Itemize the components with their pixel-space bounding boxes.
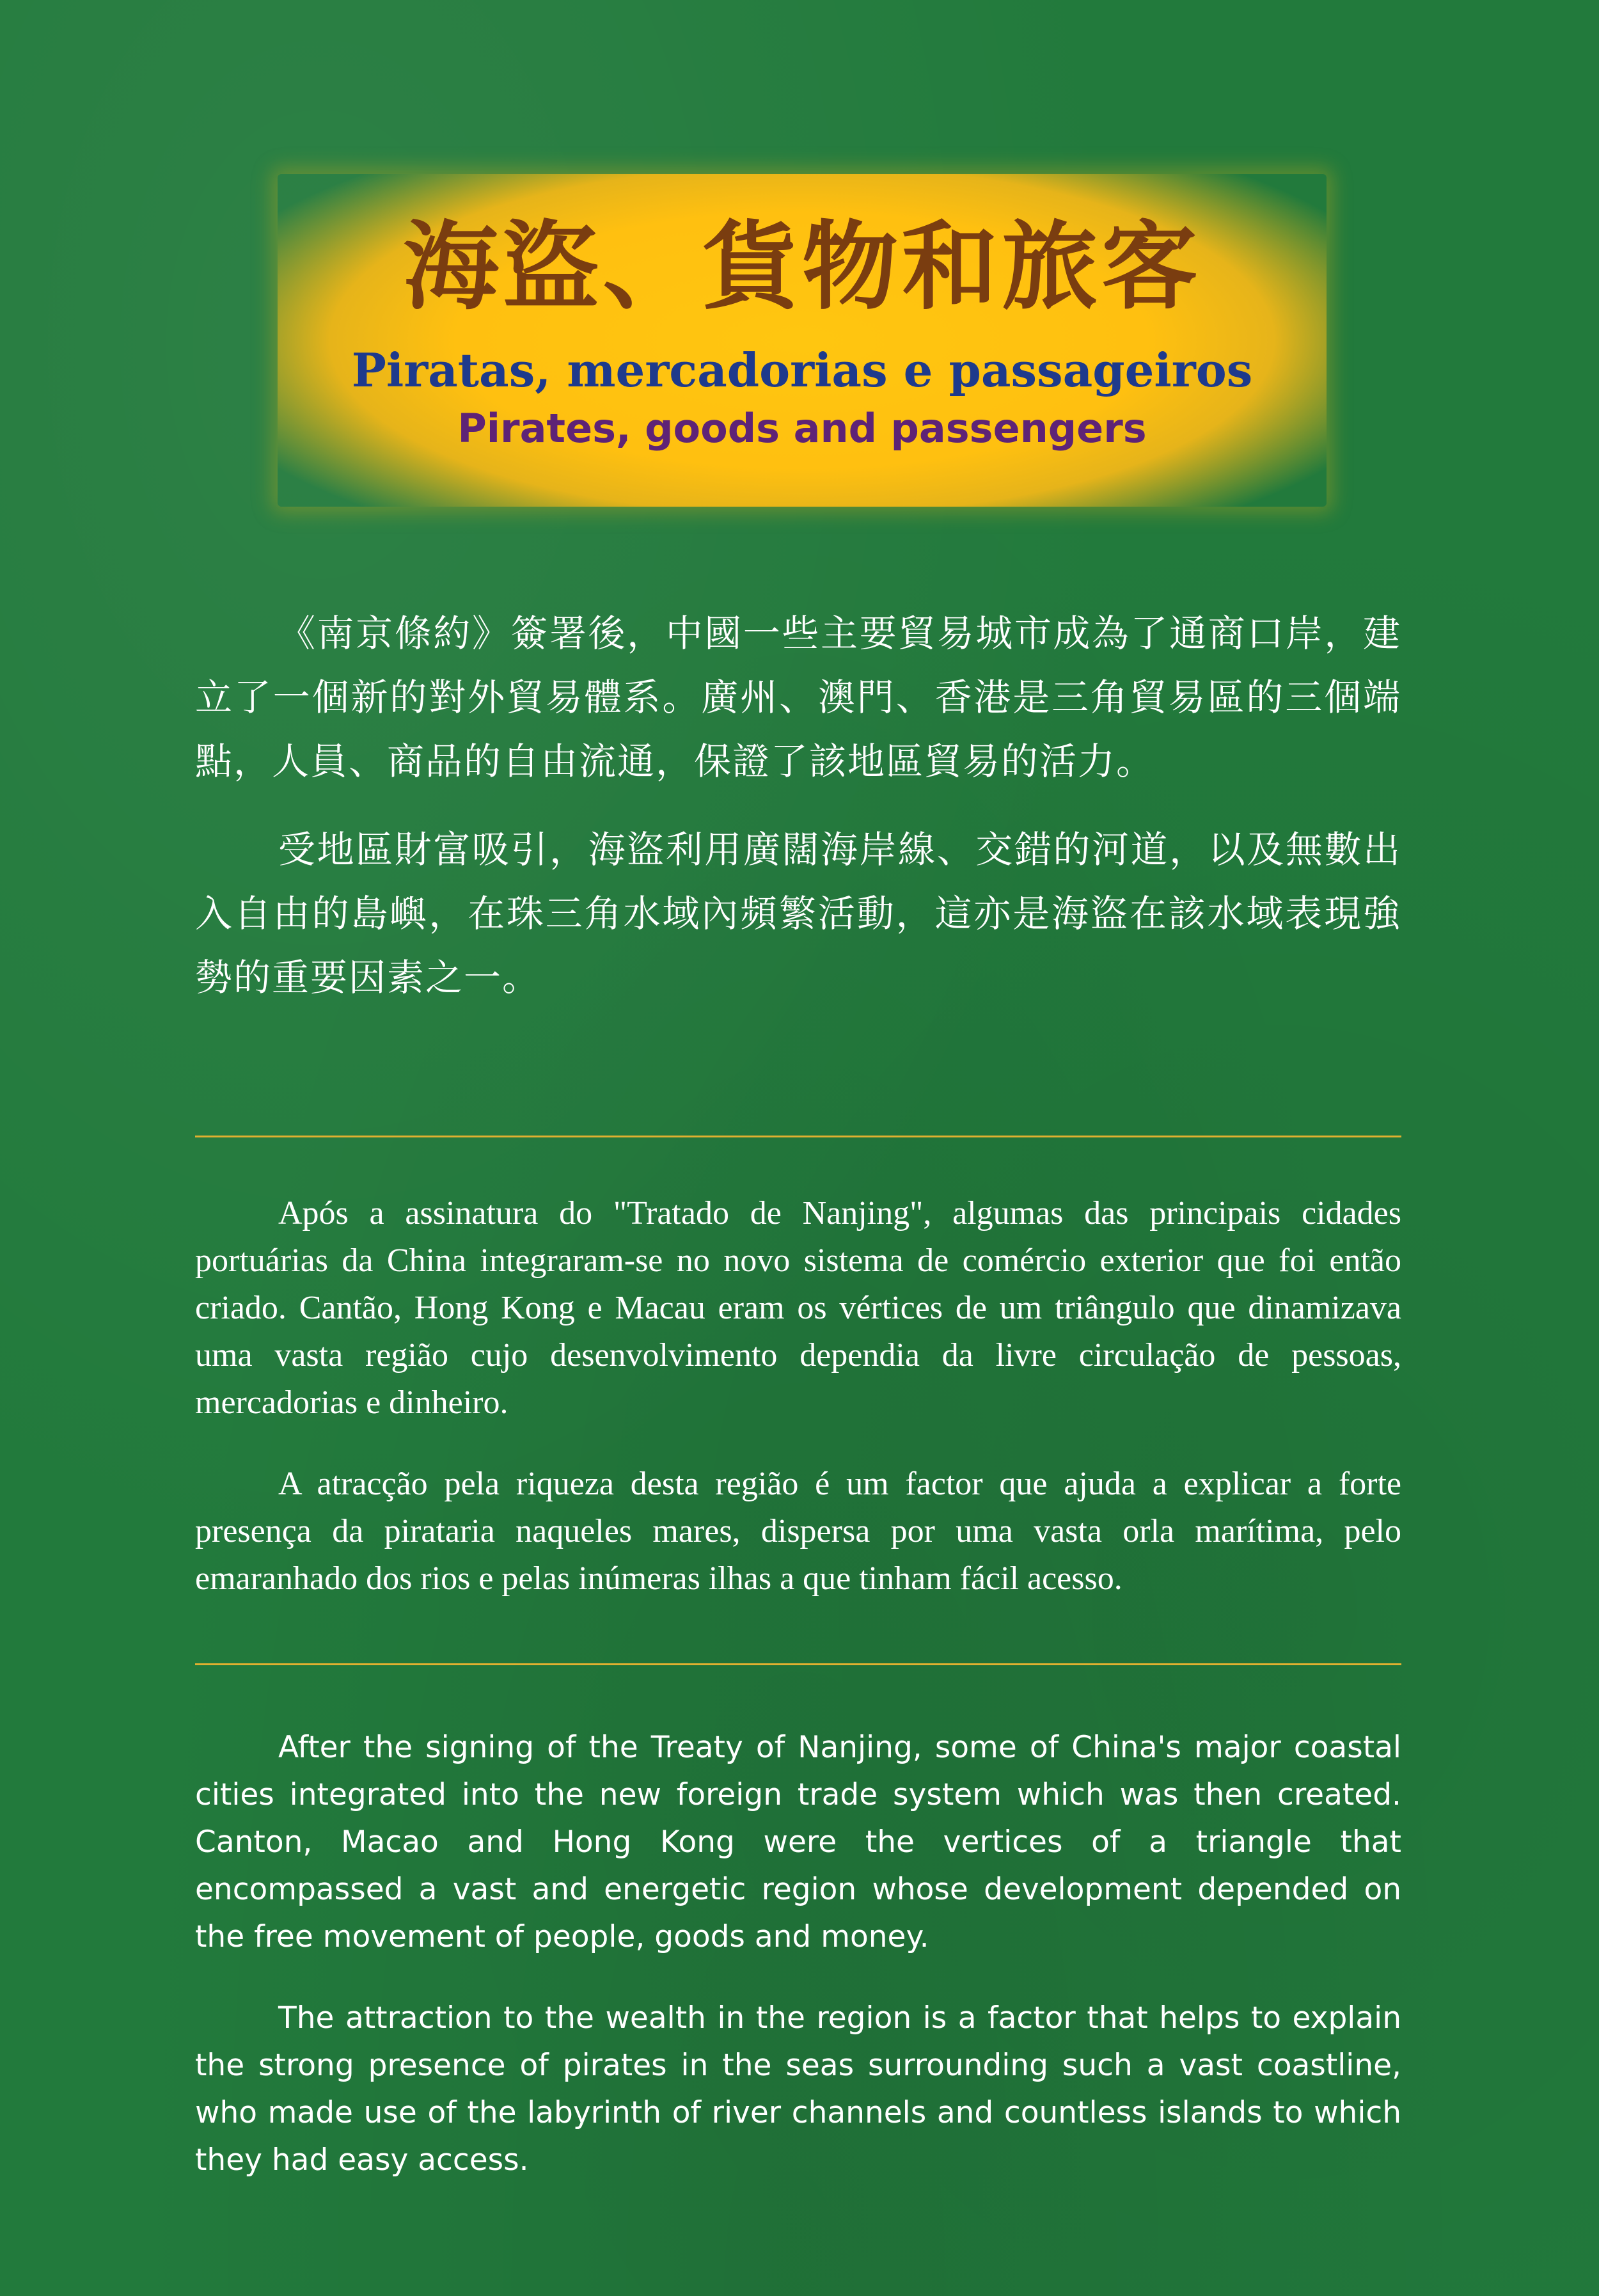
english-paragraph-2: The attraction to the wealth in the region is a factor that helps to explain the strong presence of pirates in the seas surrounding such a vast coastline, who made use of the labyrinth of river channels and countless islands to which they had easy access. (195, 2000, 1401, 2178)
chinese-text-section (195, 601, 1401, 1034)
portuguese-paragraph-2: A atracção pela riqueza desta região é um factor que ajuda a explicar a forte presença da pirataria naqueles mares, dispersa por uma vasta orla marítima, pelo emaranhado dos rios e pelas inúmeras ilhas a que tinham fácil acesso. (195, 1466, 1401, 1597)
title-banner (278, 174, 1327, 507)
divider-line (195, 1663, 1401, 1665)
divider-line (195, 1136, 1401, 1137)
title-portuguese: Piratas, mercadorias e passageiros (351, 343, 1253, 397)
title-english: Pirates, goods and passengers (457, 405, 1147, 452)
chinese-paragraph-1: 《南京條約》簽署後，中國一些主要貿易城市成為了通商口岸，建立了一個新的對外貿易體系。廣州、澳門、香港是三角貿易區的三個端點，人員、商品的自由流通，保證了該地區貿易的活力。 (195, 612, 1401, 783)
chinese-paragraph-2: 受地區財富吸引，海盜利用廣闊海岸線、交錯的河道，以及無數出入自由的島嶼，在珠三角水域內頻繁活動，這亦是海盜在該水域表現強勢的重要因素之一。 (195, 828, 1401, 999)
english-text-section (195, 1724, 1401, 2218)
portuguese-paragraph-1: Após a assinatura do "Tratado de Nanjing", algumas das principais cidades portuárias da China integraram-se no novo sistema de comércio exterior que foi então criado. Cantão, Hong Kong e Macau eram os vértices de um triângulo que dinamizava uma vasta região cujo desenvolvimento dependia da livre circulação de pessoas, mercadorias e dinheiro. (195, 1195, 1401, 1421)
english-paragraph-1: After the signing of the Treaty of Nanjing, some of China's major coastal cities integrated into the new foreign trade system which was then created. Canton, Macao and Hong Kong were the vertices of a triangle that encompassed a vast and energetic region whose development depended on the free movement of people, goods and money. (195, 1730, 1401, 1954)
portuguese-text-section (195, 1190, 1401, 1636)
title-chinese: 海盜、貨物和旅客 (402, 212, 1201, 323)
